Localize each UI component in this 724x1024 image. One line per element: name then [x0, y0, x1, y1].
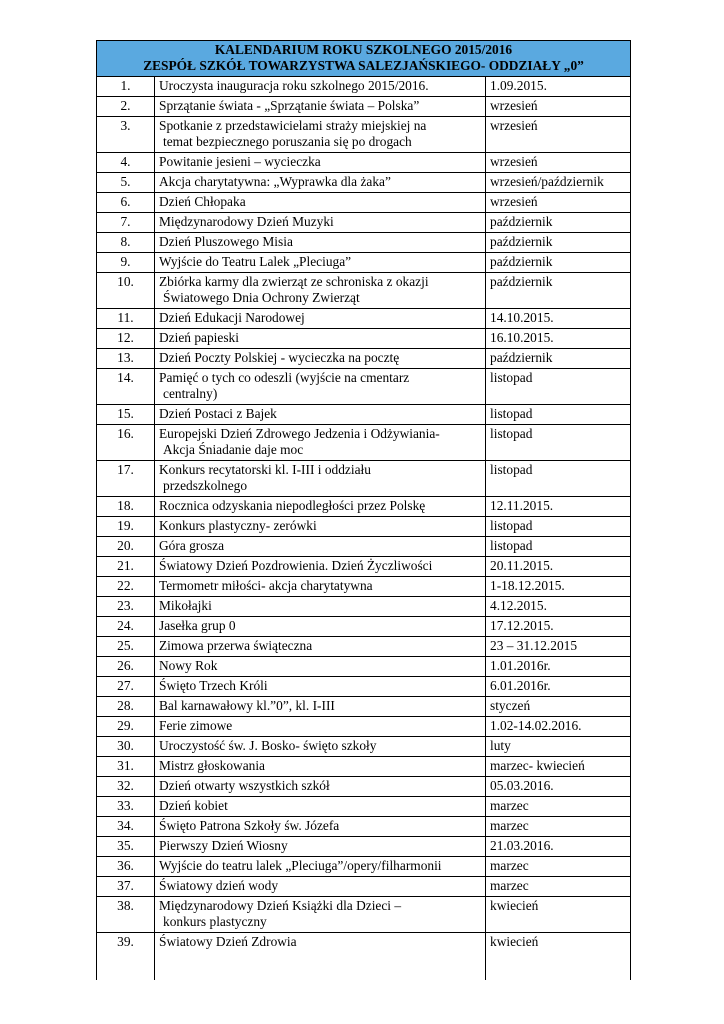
- table-row: [97, 77, 631, 97]
- date-cell: marzec- kwiecień: [486, 757, 631, 777]
- table-row: [97, 517, 631, 537]
- event-text-line: Góra grosza: [159, 538, 225, 553]
- row-number: 31.: [97, 757, 155, 777]
- row-number: 25.: [97, 637, 155, 657]
- date-cell: 1.02-14.02.2016.: [486, 717, 631, 737]
- event-cell: [155, 857, 486, 877]
- table-row: [97, 637, 631, 657]
- event-cell: [155, 517, 486, 537]
- event-cell: [155, 329, 486, 349]
- event-cell: [155, 117, 486, 153]
- event-text-line: Wyjście do teatru lalek „Pleciuga”/opery/filharmonii: [159, 858, 442, 873]
- row-number: 13.: [97, 349, 155, 369]
- event-text-line: Mistrz głoskowania: [159, 758, 265, 773]
- table-title: [97, 41, 631, 77]
- event-cell: [155, 757, 486, 777]
- table-row: [97, 617, 631, 637]
- table-row: [97, 797, 631, 817]
- event-cell: [155, 837, 486, 857]
- event-text-line: Jasełka grup 0: [159, 618, 236, 633]
- row-number: 12.: [97, 329, 155, 349]
- date-cell: 1.01.2016r.: [486, 657, 631, 677]
- date-cell: wrzesień: [486, 117, 631, 153]
- event-cell: [155, 717, 486, 737]
- table-row: [97, 557, 631, 577]
- event-text-line: Termometr miłości- akcja charytatywna: [159, 578, 373, 593]
- date-cell: 12.11.2015.: [486, 497, 631, 517]
- event-text-line: Konkurs plastyczny- zerówki: [159, 518, 317, 533]
- date-cell: 23 – 31.12.2015: [486, 637, 631, 657]
- table-row: [97, 677, 631, 697]
- date-cell: październik: [486, 349, 631, 369]
- row-number: 28.: [97, 697, 155, 717]
- row-number: 9.: [97, 253, 155, 273]
- date-cell: październik: [486, 253, 631, 273]
- event-cell: [155, 97, 486, 117]
- row-number: 17.: [97, 461, 155, 497]
- event-text-line: przedszkolnego: [163, 478, 248, 493]
- event-cell: [155, 677, 486, 697]
- event-cell: [155, 817, 486, 837]
- event-text-line: Zbiórka karmy dla zwierząt ze schroniska z okazji: [159, 274, 429, 289]
- table-header-row: [97, 41, 631, 77]
- event-cell: [155, 897, 486, 933]
- date-cell: 17.12.2015.: [486, 617, 631, 637]
- date-cell: wrzesień: [486, 193, 631, 213]
- date-cell: 05.03.2016.: [486, 777, 631, 797]
- date-cell: listopad: [486, 461, 631, 497]
- row-number: 4.: [97, 153, 155, 173]
- row-number: 3.: [97, 117, 155, 153]
- event-text-line: Dzień otwarty wszystkich szkół: [159, 778, 330, 793]
- date-cell: 21.03.2016.: [486, 837, 631, 857]
- event-text-line: Światowego Dnia Ochrony Zwierząt: [163, 290, 360, 305]
- event-text-line: Światowy Dzień Zdrowia: [159, 934, 297, 949]
- event-text-line: Europejski Dzień Zdrowego Jedzenia i Odżywiania-: [159, 426, 440, 441]
- date-cell: 6.01.2016r.: [486, 677, 631, 697]
- event-cell: [155, 777, 486, 797]
- row-number: 6.: [97, 193, 155, 213]
- table-row: [97, 233, 631, 253]
- table-row: [97, 597, 631, 617]
- date-cell: styczeń: [486, 697, 631, 717]
- event-cell: [155, 273, 486, 309]
- row-number: 35.: [97, 837, 155, 857]
- event-cell: [155, 877, 486, 897]
- event-text-line: Dzień Pluszowego Misia: [159, 234, 293, 249]
- event-cell: [155, 657, 486, 677]
- event-text-line: Mikołajki: [159, 598, 212, 613]
- table-row: [97, 697, 631, 717]
- event-text-line: Pamięć o tych co odeszli (wyjście na cmentarz: [159, 370, 410, 385]
- event-cell: [155, 697, 486, 717]
- event-text-line: temat bezpiecznego poruszania się po drogach: [163, 134, 412, 149]
- row-number: 10.: [97, 273, 155, 309]
- date-cell: wrzesień/październik: [486, 173, 631, 193]
- table-row: [97, 349, 631, 369]
- date-cell: luty: [486, 737, 631, 757]
- row-number: 8.: [97, 233, 155, 253]
- event-cell: [155, 537, 486, 557]
- event-cell: [155, 737, 486, 757]
- table-row: [97, 737, 631, 757]
- row-number: 5.: [97, 173, 155, 193]
- event-cell: [155, 425, 486, 461]
- row-number: 37.: [97, 877, 155, 897]
- table-row: [97, 193, 631, 213]
- event-text-line: Międzynarodowy Dzień Muzyki: [159, 214, 334, 229]
- event-text-line: Konkurs recytatorski kl. I-III i oddziału: [159, 462, 371, 477]
- event-text-line: Dzień Chłopaka: [159, 194, 246, 209]
- date-cell: listopad: [486, 425, 631, 461]
- event-cell: [155, 617, 486, 637]
- event-cell: [155, 637, 486, 657]
- event-text-line: Międzynarodowy Dzień Książki dla Dzieci –: [159, 898, 402, 913]
- date-cell: 1-18.12.2015.: [486, 577, 631, 597]
- date-cell: kwiecień: [486, 897, 631, 933]
- event-cell: [155, 233, 486, 253]
- event-cell: [155, 213, 486, 233]
- table-row: [97, 837, 631, 857]
- table-row: [97, 425, 631, 461]
- event-cell: [155, 193, 486, 213]
- event-cell: [155, 309, 486, 329]
- row-number: 16.: [97, 425, 155, 461]
- date-cell: marzec: [486, 817, 631, 837]
- date-cell: 20.11.2015.: [486, 557, 631, 577]
- table-row: [97, 117, 631, 153]
- table-row: [97, 253, 631, 273]
- table-row: [97, 461, 631, 497]
- row-number: 14.: [97, 369, 155, 405]
- title-line-1: KALENDARIUM ROKU SZKOLNEGO 2015/2016: [214, 42, 513, 57]
- calendar-document: [96, 40, 630, 980]
- date-cell: marzec: [486, 877, 631, 897]
- row-number: 11.: [97, 309, 155, 329]
- table-row: [97, 153, 631, 173]
- row-number: 27.: [97, 677, 155, 697]
- event-cell: [155, 933, 486, 981]
- event-text-line: Światowy dzień wody: [159, 878, 279, 893]
- row-number: 18.: [97, 497, 155, 517]
- event-text-line: Spotkanie z przedstawicielami straży miejskiej na: [159, 118, 427, 133]
- event-cell: [155, 557, 486, 577]
- event-text-line: Bal karnawałowy kl.”0”, kl. I-III: [159, 698, 335, 713]
- row-number: 30.: [97, 737, 155, 757]
- date-cell: październik: [486, 233, 631, 253]
- event-text-line: Dzień papieski: [159, 330, 239, 345]
- event-text-line: Święto Patrona Szkoły św. Józefa: [159, 818, 340, 833]
- event-text-line: Święto Trzech Króli: [159, 678, 268, 693]
- event-cell: [155, 497, 486, 517]
- table-row: [97, 657, 631, 677]
- row-number: 34.: [97, 817, 155, 837]
- table-row: [97, 213, 631, 233]
- event-cell: [155, 253, 486, 273]
- table-row: [97, 877, 631, 897]
- table-row: [97, 497, 631, 517]
- date-cell: marzec: [486, 857, 631, 877]
- date-cell: 14.10.2015.: [486, 309, 631, 329]
- table-row: [97, 897, 631, 933]
- row-number: 15.: [97, 405, 155, 425]
- event-text-line: Sprzątanie świata - „Sprzątanie świata – Polska”: [159, 98, 420, 113]
- table-row: [97, 933, 631, 981]
- event-text-line: Pierwszy Dzień Wiosny: [159, 838, 288, 853]
- event-text-line: Wyjście do Teatru Lalek „Pleciuga”: [159, 254, 352, 269]
- table-row: [97, 405, 631, 425]
- event-cell: [155, 597, 486, 617]
- table-row: [97, 309, 631, 329]
- event-text-line: Rocznica odzyskania niepodległości przez Polskę: [159, 498, 426, 513]
- date-cell: październik: [486, 273, 631, 309]
- event-cell: [155, 461, 486, 497]
- table-row: [97, 329, 631, 349]
- table-row: [97, 97, 631, 117]
- title-line-2: ZESPÓŁ SZKÓŁ TOWARZYSTWA SALEZJAŃSKIEGO- ODDZIAŁY „0”: [143, 58, 584, 73]
- table-row: [97, 537, 631, 557]
- row-number: 33.: [97, 797, 155, 817]
- calendar-table: [96, 40, 631, 980]
- event-text-line: Zimowa przerwa świąteczna: [159, 638, 313, 653]
- event-text-line: Ferie zimowe: [159, 718, 233, 733]
- event-cell: [155, 77, 486, 97]
- table-row: [97, 577, 631, 597]
- row-number: 19.: [97, 517, 155, 537]
- table-row: [97, 173, 631, 193]
- table-row: [97, 369, 631, 405]
- row-number: 20.: [97, 537, 155, 557]
- event-cell: [155, 153, 486, 173]
- row-number: 38.: [97, 897, 155, 933]
- row-number: 24.: [97, 617, 155, 637]
- date-cell: listopad: [486, 517, 631, 537]
- row-number: 1.: [97, 77, 155, 97]
- date-cell: wrzesień: [486, 153, 631, 173]
- date-cell: 4.12.2015.: [486, 597, 631, 617]
- event-text-line: centralny): [163, 386, 218, 401]
- row-number: 39.: [97, 933, 155, 981]
- event-text-line: Akcja Śniadanie daje moc: [163, 442, 304, 457]
- table-row: [97, 757, 631, 777]
- date-cell: 16.10.2015.: [486, 329, 631, 349]
- table-row: [97, 717, 631, 737]
- event-text-line: Nowy Rok: [159, 658, 218, 673]
- row-number: 22.: [97, 577, 155, 597]
- event-text-line: Uroczystość św. J. Bosko- święto szkoły: [159, 738, 377, 753]
- table-row: [97, 273, 631, 309]
- row-number: 36.: [97, 857, 155, 877]
- row-number: 7.: [97, 213, 155, 233]
- row-number: 23.: [97, 597, 155, 617]
- date-cell: listopad: [486, 369, 631, 405]
- table-row: [97, 777, 631, 797]
- event-cell: [155, 577, 486, 597]
- date-cell: wrzesień: [486, 97, 631, 117]
- row-number: 29.: [97, 717, 155, 737]
- row-number: 21.: [97, 557, 155, 577]
- event-cell: [155, 405, 486, 425]
- table-row: [97, 857, 631, 877]
- event-text-line: konkurs plastyczny: [163, 914, 267, 929]
- date-cell: listopad: [486, 537, 631, 557]
- table-body: [97, 77, 631, 981]
- date-cell: listopad: [486, 405, 631, 425]
- event-text-line: Uroczysta inauguracja roku szkolnego 2015/2016.: [159, 78, 429, 93]
- table-row: [97, 817, 631, 837]
- event-text-line: Dzień Edukacji Narodowej: [159, 310, 305, 325]
- date-cell: marzec: [486, 797, 631, 817]
- event-text-line: Dzień Postaci z Bajek: [159, 406, 277, 421]
- date-cell: październik: [486, 213, 631, 233]
- row-number: 32.: [97, 777, 155, 797]
- event-text-line: Dzień kobiet: [159, 798, 228, 813]
- event-cell: [155, 369, 486, 405]
- event-text-line: Akcja charytatywna: „Wyprawka dla żaka”: [159, 174, 391, 189]
- event-cell: [155, 797, 486, 817]
- date-cell: kwiecień: [486, 933, 631, 981]
- row-number: 26.: [97, 657, 155, 677]
- row-number: 2.: [97, 97, 155, 117]
- event-cell: [155, 173, 486, 193]
- date-cell: 1.09.2015.: [486, 77, 631, 97]
- event-cell: [155, 349, 486, 369]
- event-text-line: Światowy Dzień Pozdrowienia. Dzień Życzliwości: [159, 558, 433, 573]
- event-text-line: Dzień Poczty Polskiej - wycieczka na pocztę: [159, 350, 400, 365]
- event-text-line: Powitanie jesieni – wycieczka: [159, 154, 321, 169]
